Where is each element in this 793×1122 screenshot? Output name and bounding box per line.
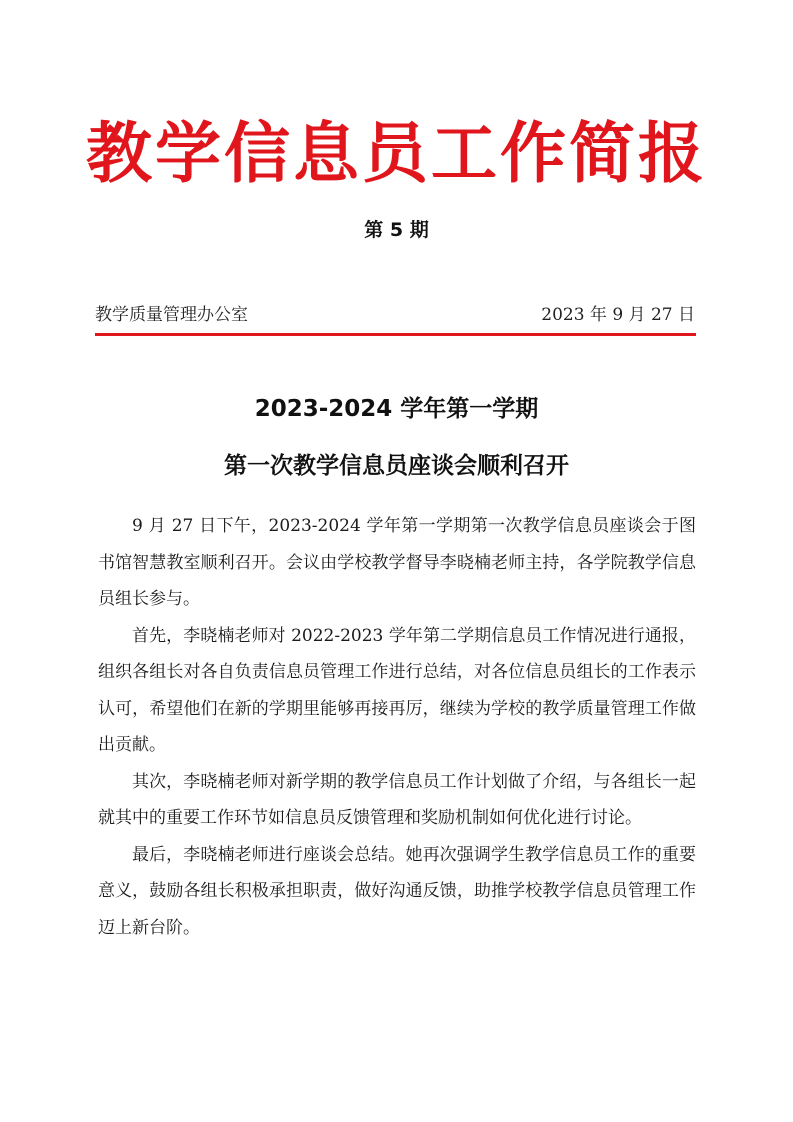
article-body [98,508,696,946]
issue-number: 第 5 期 [364,219,429,241]
paragraph-1: 9 月 27 日下午，2023-2024 学年第一学期第一次教学信息员座谈会于图书馆智慧教室顺利召开。会议由学校教学督导李晓楠老师主持，各学院教学信息员组长参与。 [98,516,696,609]
paragraph-3: 其次，李晓楠老师对新学期的教学信息员工作计划做了介绍，与各组长一起就其中的重要工作环节如信息员反馈管理和奖励机制如何优化进行讨论。 [98,771,696,828]
paragraph-2: 首先，李晓楠老师对 2022-2023 学年第二学期信息员工作情况进行通报，组织各组长对各自负责信息员管理工作进行总结，对各位信息员组长的工作表示认可，希望他们在新的学期里能够再接再厉，继续为学校的教学质量管理工作做出贡献。 [98,625,696,755]
meta-row [95,300,695,330]
article-headline-line1: 2023-2024 学年第一学期 [254,396,539,422]
red-divider [95,333,696,336]
issue-date: 2023 年 9 月 27 日 [541,305,695,325]
article-headline-line2: 第一次教学信息员座谈会顺利召开 [224,453,569,479]
newsletter-title: 教学信息员工作简报 [86,115,707,192]
issuing-office: 教学质量管理办公室 [95,305,248,325]
paragraph-4: 最后，李晓楠老师进行座谈会总结。她再次强调学生教学信息员工作的重要意义，鼓励各组长积极承担职责，做好沟通反馈，助推学校教学信息员管理工作迈上新台阶。 [98,844,696,938]
